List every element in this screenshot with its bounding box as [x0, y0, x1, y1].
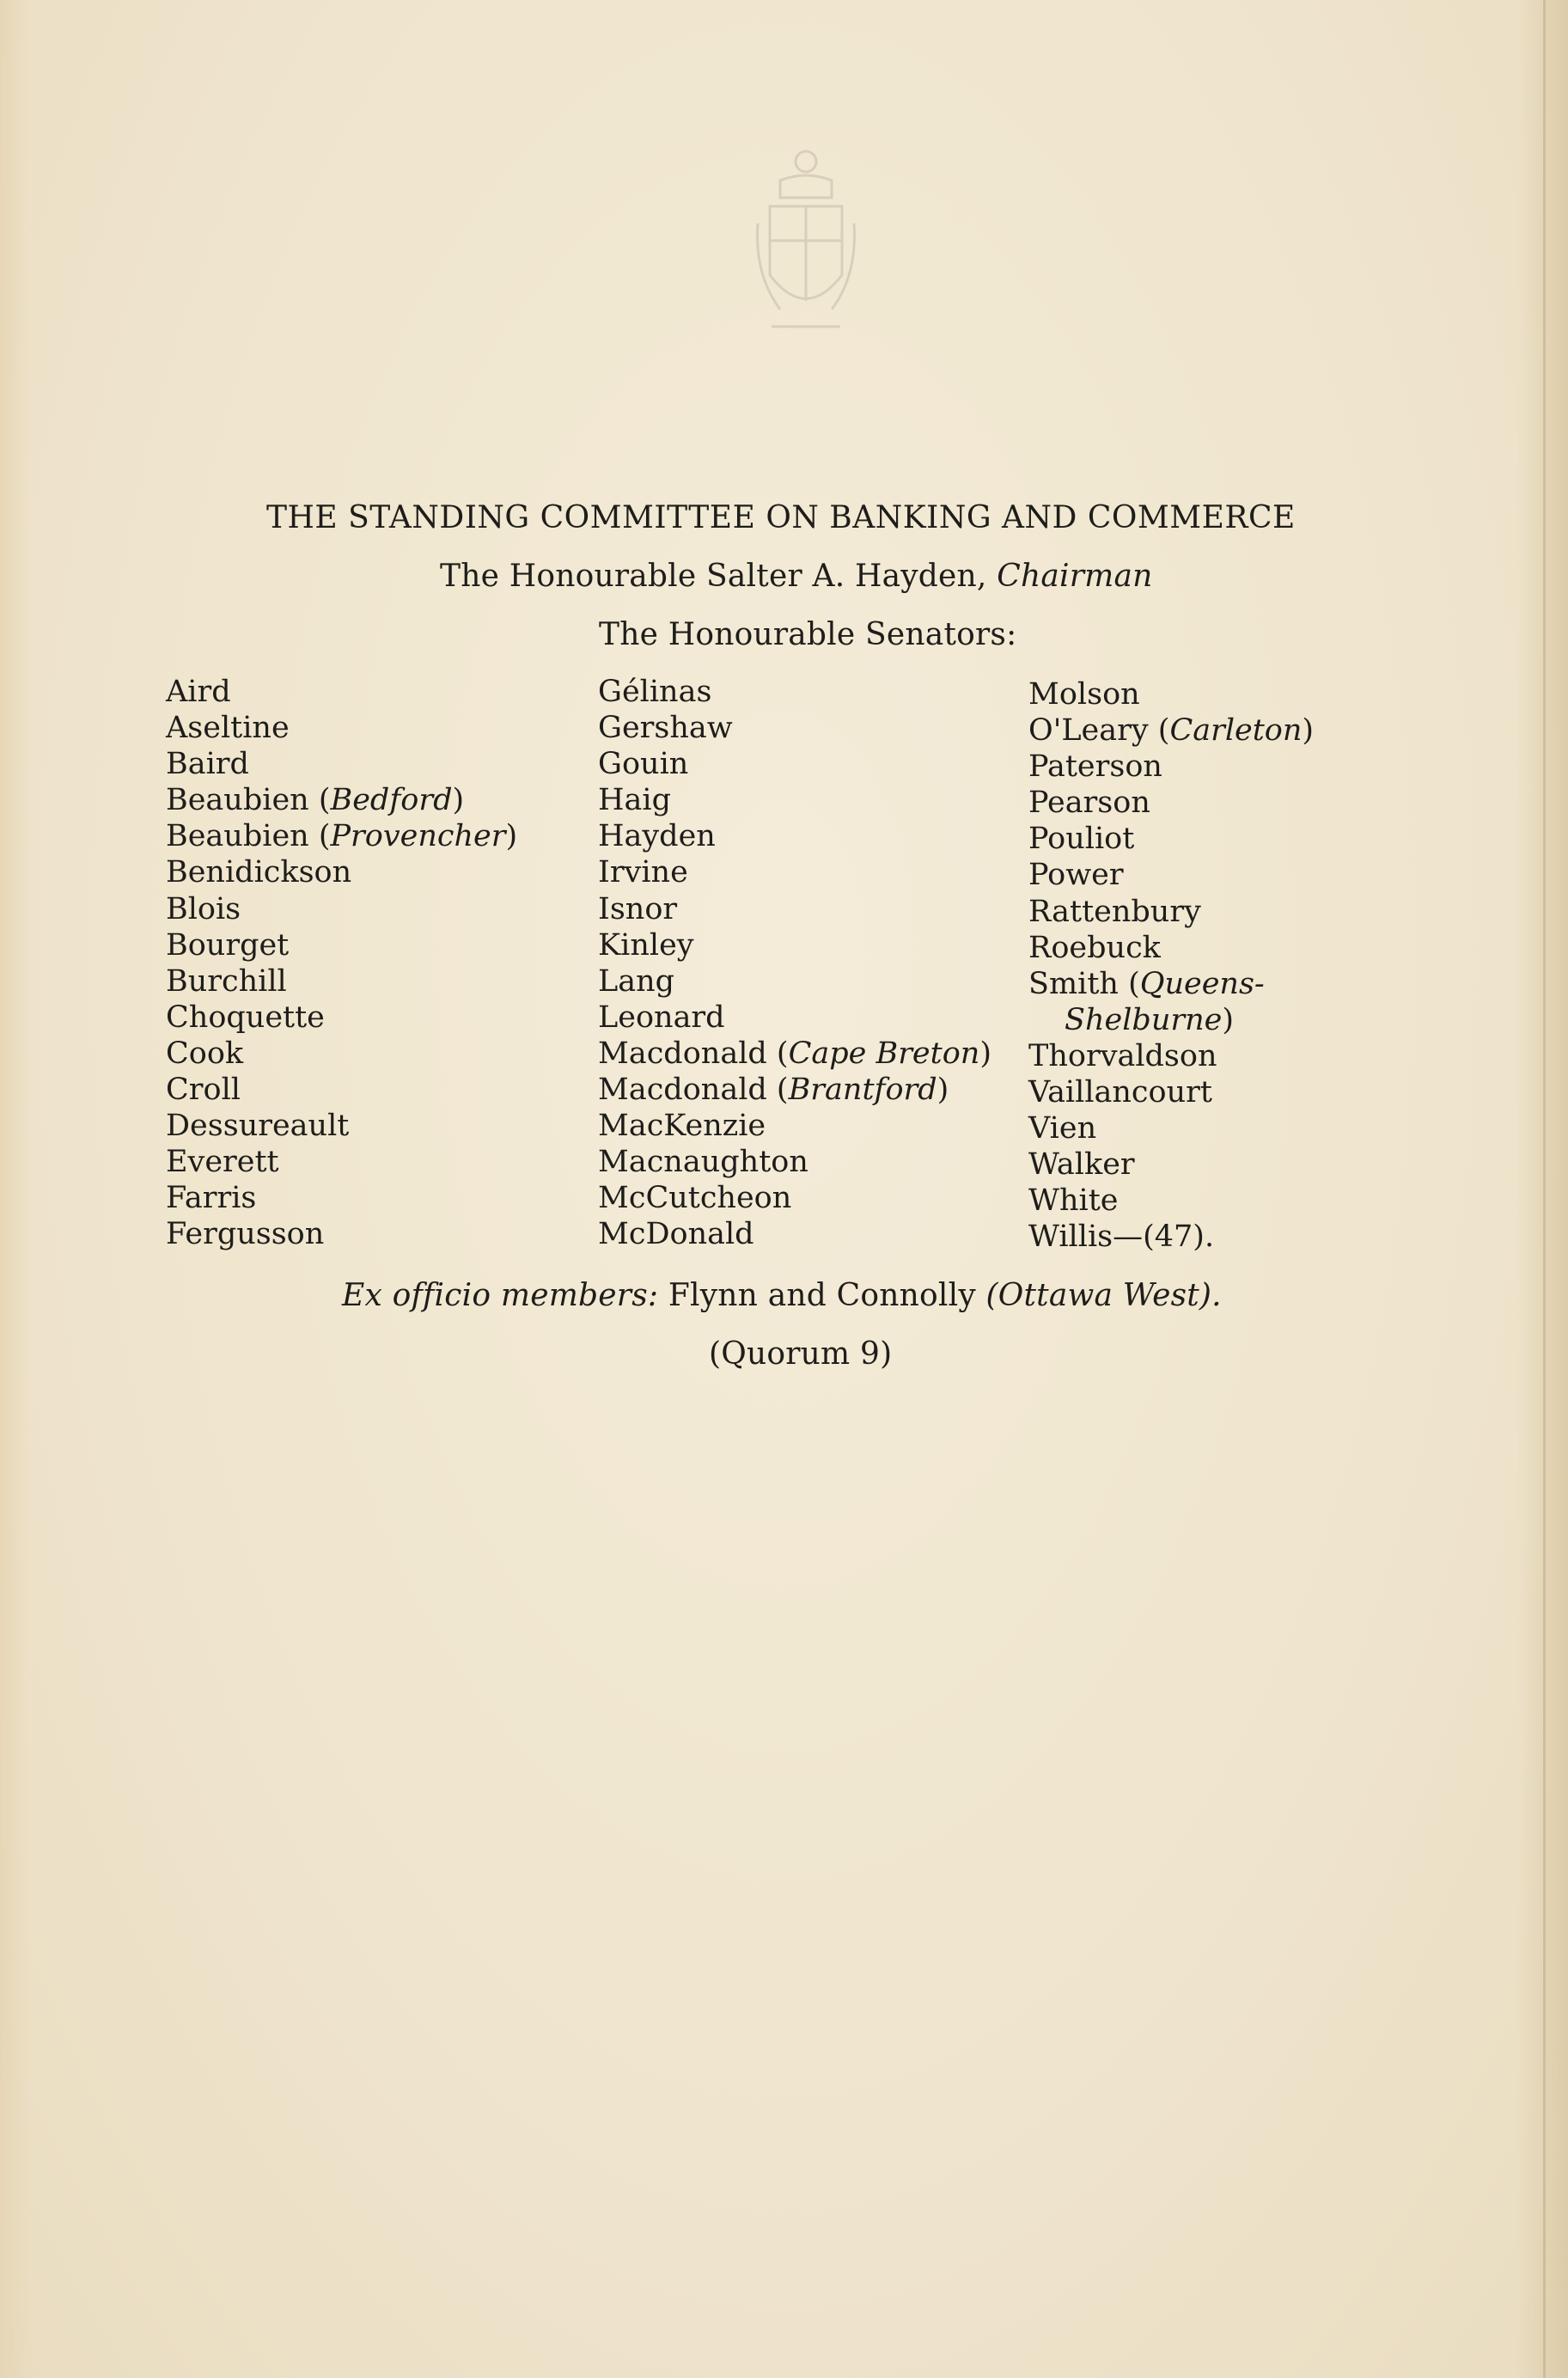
senator-name: Aseltine — [166, 711, 290, 746]
senator-entry — [1028, 857, 1314, 893]
senator-name: Croll — [166, 1073, 241, 1108]
senator-name: MacKenzie — [598, 1109, 766, 1144]
senator-entry: Macdonald (Cape Breton) — [598, 1036, 991, 1071]
quorum: (Quorum 9) — [709, 1336, 893, 1372]
senator-entry — [598, 1216, 991, 1252]
senators-heading: The Honourable Senators: — [599, 617, 1017, 652]
senator-name: Haig — [598, 783, 671, 818]
senator-entry: Beaubien (Bedford) — [166, 783, 465, 818]
senator-entry — [166, 891, 517, 927]
chairman-name: The Honourable Salter A. Hayden, — [440, 559, 987, 594]
senator-name: Vaillancourt — [1028, 1075, 1212, 1110]
senator-entry — [166, 1216, 517, 1252]
senator-name: McDonald — [598, 1217, 754, 1252]
senator-constituency: Brantford — [788, 1073, 937, 1108]
senator-name: Gershaw — [598, 711, 733, 746]
senator-constituency: Queens- — [1139, 966, 1265, 1001]
page-edge-right — [1516, 0, 1568, 2378]
senator-entry — [1028, 1038, 1314, 1074]
senator-name: Thorvaldson — [1028, 1038, 1217, 1073]
senator-name: Cook — [166, 1036, 244, 1071]
senator-name: Molson — [1028, 677, 1140, 712]
senator-name: Farris — [166, 1181, 257, 1216]
senator-name: Macdonald — [598, 1036, 767, 1071]
senator-entry — [1028, 1219, 1314, 1255]
coat-of-arms-showthrough — [754, 146, 857, 344]
chairman-role: Chairman — [997, 559, 1153, 594]
senator-name: Macdonald — [598, 1073, 767, 1108]
senators-column-left — [166, 674, 517, 1253]
senator-name: O'Leary — [1028, 713, 1149, 749]
senator-name: Bourget — [166, 927, 290, 963]
senator-constituency-continuation: Shelburne) — [1065, 1002, 1235, 1037]
senator-entry: Smith (Queens- — [1028, 966, 1265, 1001]
senator-entry — [1028, 785, 1314, 821]
senator-entry — [598, 854, 991, 890]
senator-entry — [598, 963, 991, 999]
ex-officio-label: Ex officio members: — [342, 1278, 659, 1313]
senator-entry — [598, 999, 991, 1036]
ex-officio-names: Flynn and Connolly — [668, 1278, 976, 1313]
senator-name: Lang — [598, 963, 675, 999]
senator-entry — [598, 674, 991, 710]
senator-constituency: Bedford — [330, 783, 453, 818]
senator-name: Beaubien — [166, 819, 309, 854]
senator-name: Baird — [166, 747, 249, 782]
senator-entry — [1028, 894, 1314, 930]
senator-constituency: Provencher — [330, 819, 506, 854]
senator-entry — [166, 1180, 517, 1216]
senator-entry — [166, 963, 517, 999]
senator-entry — [166, 674, 517, 710]
ex-officio-qualifier: (Ottawa West). — [985, 1278, 1222, 1313]
senator-name: Hayden — [598, 819, 716, 854]
senator-entry — [166, 854, 517, 890]
senator-entry — [1028, 1110, 1314, 1146]
senator-entry — [1028, 676, 1314, 712]
senator-name: Roebuck — [1028, 930, 1161, 965]
senator-name: Irvine — [598, 855, 688, 890]
senator-name: Power — [1028, 858, 1124, 893]
senator-name: McCutcheon — [598, 1181, 792, 1216]
senator-name: Isnor — [598, 891, 678, 926]
senator-entry — [1028, 749, 1314, 785]
senator-entry — [1028, 930, 1314, 966]
senator-entry — [598, 927, 991, 963]
senator-name: Vien — [1028, 1111, 1097, 1146]
senator-entry — [166, 1108, 517, 1144]
senator-name: Gélinas — [598, 675, 712, 709]
senator-entry — [1028, 1183, 1314, 1219]
senator-name: Dessureault — [166, 1109, 350, 1144]
senator-name: Willis—(47). — [1028, 1220, 1215, 1255]
senator-name: Burchill — [166, 963, 287, 999]
senator-constituency: Cape Breton — [788, 1036, 980, 1071]
senator-name: Leonard — [598, 999, 725, 1035]
senator-name: Everett — [166, 1145, 279, 1180]
senator-entry — [166, 746, 517, 782]
senator-name: Pearson — [1028, 786, 1150, 821]
page-fold-line — [1543, 0, 1546, 2378]
senator-name: Aird — [166, 675, 231, 709]
senator-entry — [598, 1144, 991, 1180]
senator-name: Paterson — [1028, 749, 1162, 785]
senator-entry — [598, 891, 991, 927]
senator-name: Fergusson — [166, 1217, 325, 1252]
senators-column-right — [1028, 676, 1314, 1256]
senator-name: Blois — [166, 891, 241, 926]
senator-entry — [166, 927, 517, 963]
senator-name: Macnaughton — [598, 1145, 808, 1180]
senator-entry: Beaubien (Provencher) — [166, 819, 518, 854]
chairman-line — [440, 559, 1153, 595]
senator-entry — [598, 710, 991, 746]
senators-column-middle — [598, 674, 991, 1253]
senator-name: Gouin — [598, 747, 689, 782]
senator-name: Kinley — [598, 927, 694, 963]
senator-name: Benidickson — [166, 855, 352, 890]
senator-entry — [166, 999, 517, 1036]
senator-entry — [166, 1144, 517, 1180]
senator-entry — [1028, 1146, 1314, 1183]
senator-entry — [166, 1036, 517, 1072]
senator-entry — [166, 1072, 517, 1108]
senator-entry — [166, 710, 517, 746]
ex-officio-line — [342, 1278, 1222, 1314]
senator-entry — [1028, 1074, 1314, 1110]
senator-name: Rattenbury — [1028, 894, 1201, 929]
committee-title: THE STANDING COMMITTEE ON BANKING AND COMMERCE — [266, 500, 1296, 535]
senator-name: Beaubien — [166, 783, 309, 818]
senator-entry — [1028, 821, 1314, 857]
senator-name: Choquette — [166, 999, 325, 1035]
senator-entry: Macdonald (Brantford) — [598, 1073, 949, 1108]
page-edge-left — [0, 0, 31, 2378]
senator-name: Smith — [1028, 966, 1119, 1001]
senator-name: Pouliot — [1028, 822, 1135, 857]
senator-entry — [598, 782, 991, 818]
senator-entry: O'Leary (Carleton) — [1028, 713, 1315, 749]
senator-entry — [598, 1180, 991, 1216]
senator-entry — [598, 1108, 991, 1144]
senator-entry — [598, 746, 991, 782]
senator-name: White — [1028, 1183, 1119, 1219]
senator-name: Walker — [1028, 1147, 1135, 1183]
senator-entry — [598, 818, 991, 854]
senator-constituency: Carleton — [1169, 713, 1303, 749]
